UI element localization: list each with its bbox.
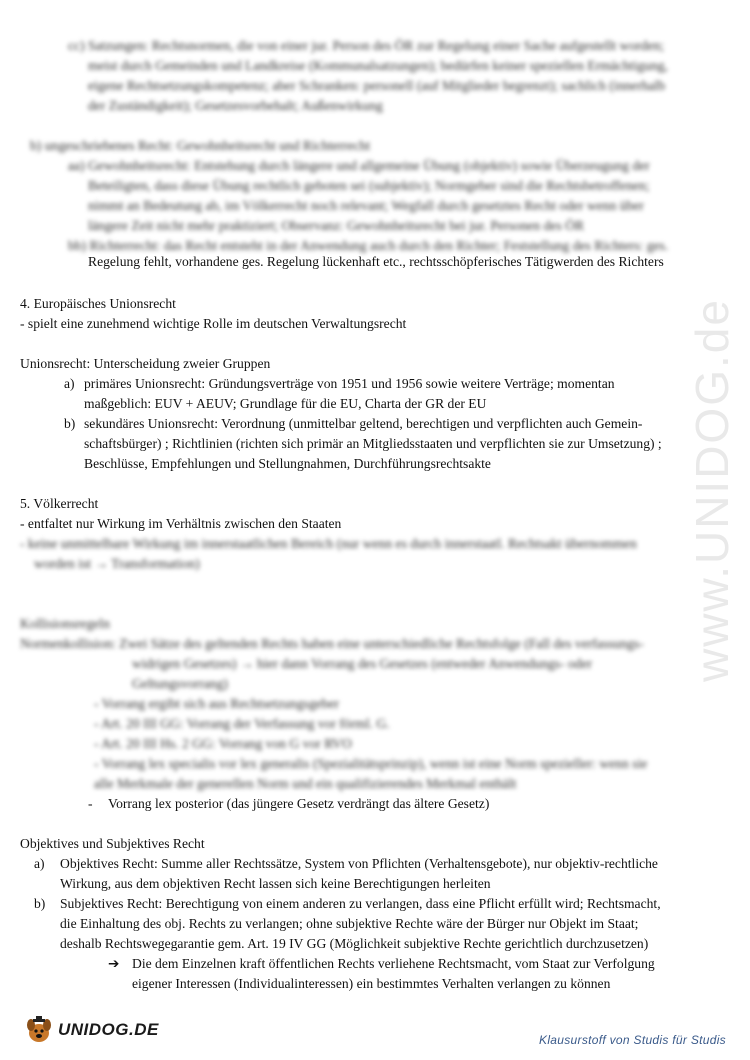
item-label: a) <box>34 856 45 871</box>
unionsrecht-groups <box>20 354 730 474</box>
item-b: b) Subjektives Recht: Berechtigung von einem anderen zu verlangen, dass eine Pflicht erfüllt wird; Rechtsmacht, die Einhaltung des obj. Rechts zu verlangen; ohne subjektive Rechte wäre der Bürger nur Objekt im Staat; deshalb Rechtswegegarantie gem. Art. 19 IV GG (Möglichkeit subjektive Rechte gerichtlich durchzusetzen) <box>34 896 661 951</box>
blurred-line: Geltungsvorrang) <box>132 676 228 691</box>
footer-tagline: Klausurstoff von Studis für Studis <box>539 1033 726 1047</box>
arrow-icon: ➔ <box>108 956 120 972</box>
blurred-line: - keine unmittelbare Wirkung im innerstaatlichen Bereich (nur wenn es durch innerstaatl. Rechtsakt übernommen <box>20 536 637 551</box>
blurred-line: nimmt an Bedeutung ab, im Völkerrecht noch relevant; Wegfall durch gesetztes Recht oder wenn über <box>88 198 644 213</box>
blurred-line: - Vorrang lex specialis vor lex generalis (Spezialitätsprinzip), wenn ist eine Norm spezieller: wenn sie <box>94 756 648 771</box>
blurred-line: bb) Richterrecht: das Recht entsteht in der Anwendung auch durch den Richter; Feststellung des Richters: ges. <box>68 238 669 253</box>
blurred-line: - Art. 20 III Hs. 2 GG: Vorrang von G vor RVO <box>94 736 352 751</box>
section-unionsrecht <box>20 294 730 334</box>
blurred-line: cc) Satzungen: Rechtsnormen, die von einer jur. Person des ÖR zur Regelung einer Sache aufgestellt worden; <box>68 38 665 53</box>
groups-heading: Unionsrecht: Unterscheidung zweier Gruppen <box>20 356 271 371</box>
item-label: b) <box>34 896 46 911</box>
blurred-text-middle <box>20 534 730 574</box>
item-b: b) sekundäres Unionsrecht: Verordnung (unmittelbar geltend, berechtigen und verpflichten auch Gemein- schaftsbürger) ; Richtlinien (richten sich primär an Mitgliedsstaaten und verpflichten sie zur Umsetzung) ; Beschlüsse, Empfehlungen und Stellungnahmen, Durchführungsrechtsakte <box>64 416 662 471</box>
blurred-line: - Art. 20 III GG: Vorrang der Verfassung vor förml. G. <box>94 716 390 731</box>
blurred-line: b) ungeschriebenes Recht: Gewohnheitsrecht und Richterrecht <box>30 138 371 153</box>
blurred-line: aa) Gewohnheitsrecht: Entstehung durch längere und allgemeine Übung (objektiv) sowie Überzeugung der <box>68 158 650 173</box>
section-heading: 5. Völkerrecht <box>20 496 99 511</box>
section-line: - entfaltet nur Wirkung im Verhältnis zwischen den Staaten <box>20 516 342 531</box>
item-label: a) <box>64 376 75 391</box>
blurred-line: meist durch Gemeinden und Landkreise (Kommunalsatzungen); bedürfen keiner speziellen Ermächtigung, <box>88 58 668 73</box>
section-heading: Objektives und Subjektives Recht <box>20 836 205 851</box>
blurred-line: Beteiligten, dass diese Übung rechtlich geboten sei (subjektiv); Normgeber sind die Rechtsbetroffenen; <box>88 178 650 193</box>
blurred-line: - Vorrang ergibt sich aus Rechtsetzungsgeber <box>94 696 340 711</box>
item-a: a) primäres Unionsrecht: Gründungsverträge von 1951 und 1956 sowie weitere Verträge; momentan maßgeblich: EUV + AEUV; Grundlage für die EU, Charta der GR der EU <box>64 376 615 411</box>
blurred-text-kollision <box>20 614 730 794</box>
blurred-line: Kollisionsregeln <box>20 616 110 631</box>
section-objektives-subjektives-recht <box>20 834 735 994</box>
dog-icon <box>24 1016 54 1044</box>
unidog-logo <box>24 1016 159 1044</box>
item-label: b) <box>64 416 76 431</box>
blurred-line: widrigen Gesetzes) → hier dann Vorrang des Gesetzes (entweder Anwendungs- oder <box>132 656 593 671</box>
section-heading: 4. Europäisches Unionsrecht <box>20 296 176 311</box>
item-a: a) Objektives Recht: Summe aller Rechtssätze, System von Pflichten (Verhaltensgebote), nur objektiv-rechtliche Wirkung, aus dem objektiven Recht lassen sich keine Berechtigungen herleiten <box>34 856 658 891</box>
logo-text: UNIDOG.DE <box>58 1020 159 1039</box>
blurred-line: alle Merkmale der generellen Norm und ein qualifizierendes Merkmal enthält <box>94 776 517 791</box>
blurred-line: eigene Rechtsetzungskompetenz; aber Schranken: personell (auf Mitglieder begrenzt); sachlich (innerhalb <box>88 78 666 93</box>
lex-posterior-item: - Vorrang lex posterior (das jüngere Gesetz verdrängt das ältere Gesetz) <box>88 794 489 814</box>
blurred-line: Normenkollision: Zwei Sätze des geltenden Rechts haben eine unterschiedliche Rechtsfolge (Fall des verfassungs- <box>20 636 644 651</box>
section-line: - spielt eine zunehmend wichtige Rolle im deutschen Verwaltungsrecht <box>20 316 407 331</box>
blurred-line: der Zuständigkeit); Gesetzesvorbehalt; Außenwirkung <box>88 98 383 113</box>
blurred-line <box>30 116 730 136</box>
bullet: - <box>88 796 93 811</box>
partial-line: Regelung fehlt, vorhandene ges. Regelung lückenhaft etc., rechtsschöpferisches Tätigwerden des Richters <box>88 256 664 269</box>
watermark: www.UNIDOG.de <box>686 298 738 682</box>
blurred-text-top <box>30 36 730 256</box>
conclusion: ➔ Die dem Einzelnen kraft öffentlichen Rechts verliehene Rechtsmacht, vom Staat zur Verfolgung eigener Interessen (Individualinteressen) ein bestimmtes Verhalten verlangen zu können <box>108 956 655 991</box>
section-voelkerrecht <box>20 494 730 534</box>
blurred-line: worden ist → Transformation) <box>34 556 200 571</box>
blurred-line: längere Zeit nicht mehr praktiziert; Observanz: Gewohnheitsrecht bei jur. Personen des ÖR <box>88 218 585 233</box>
